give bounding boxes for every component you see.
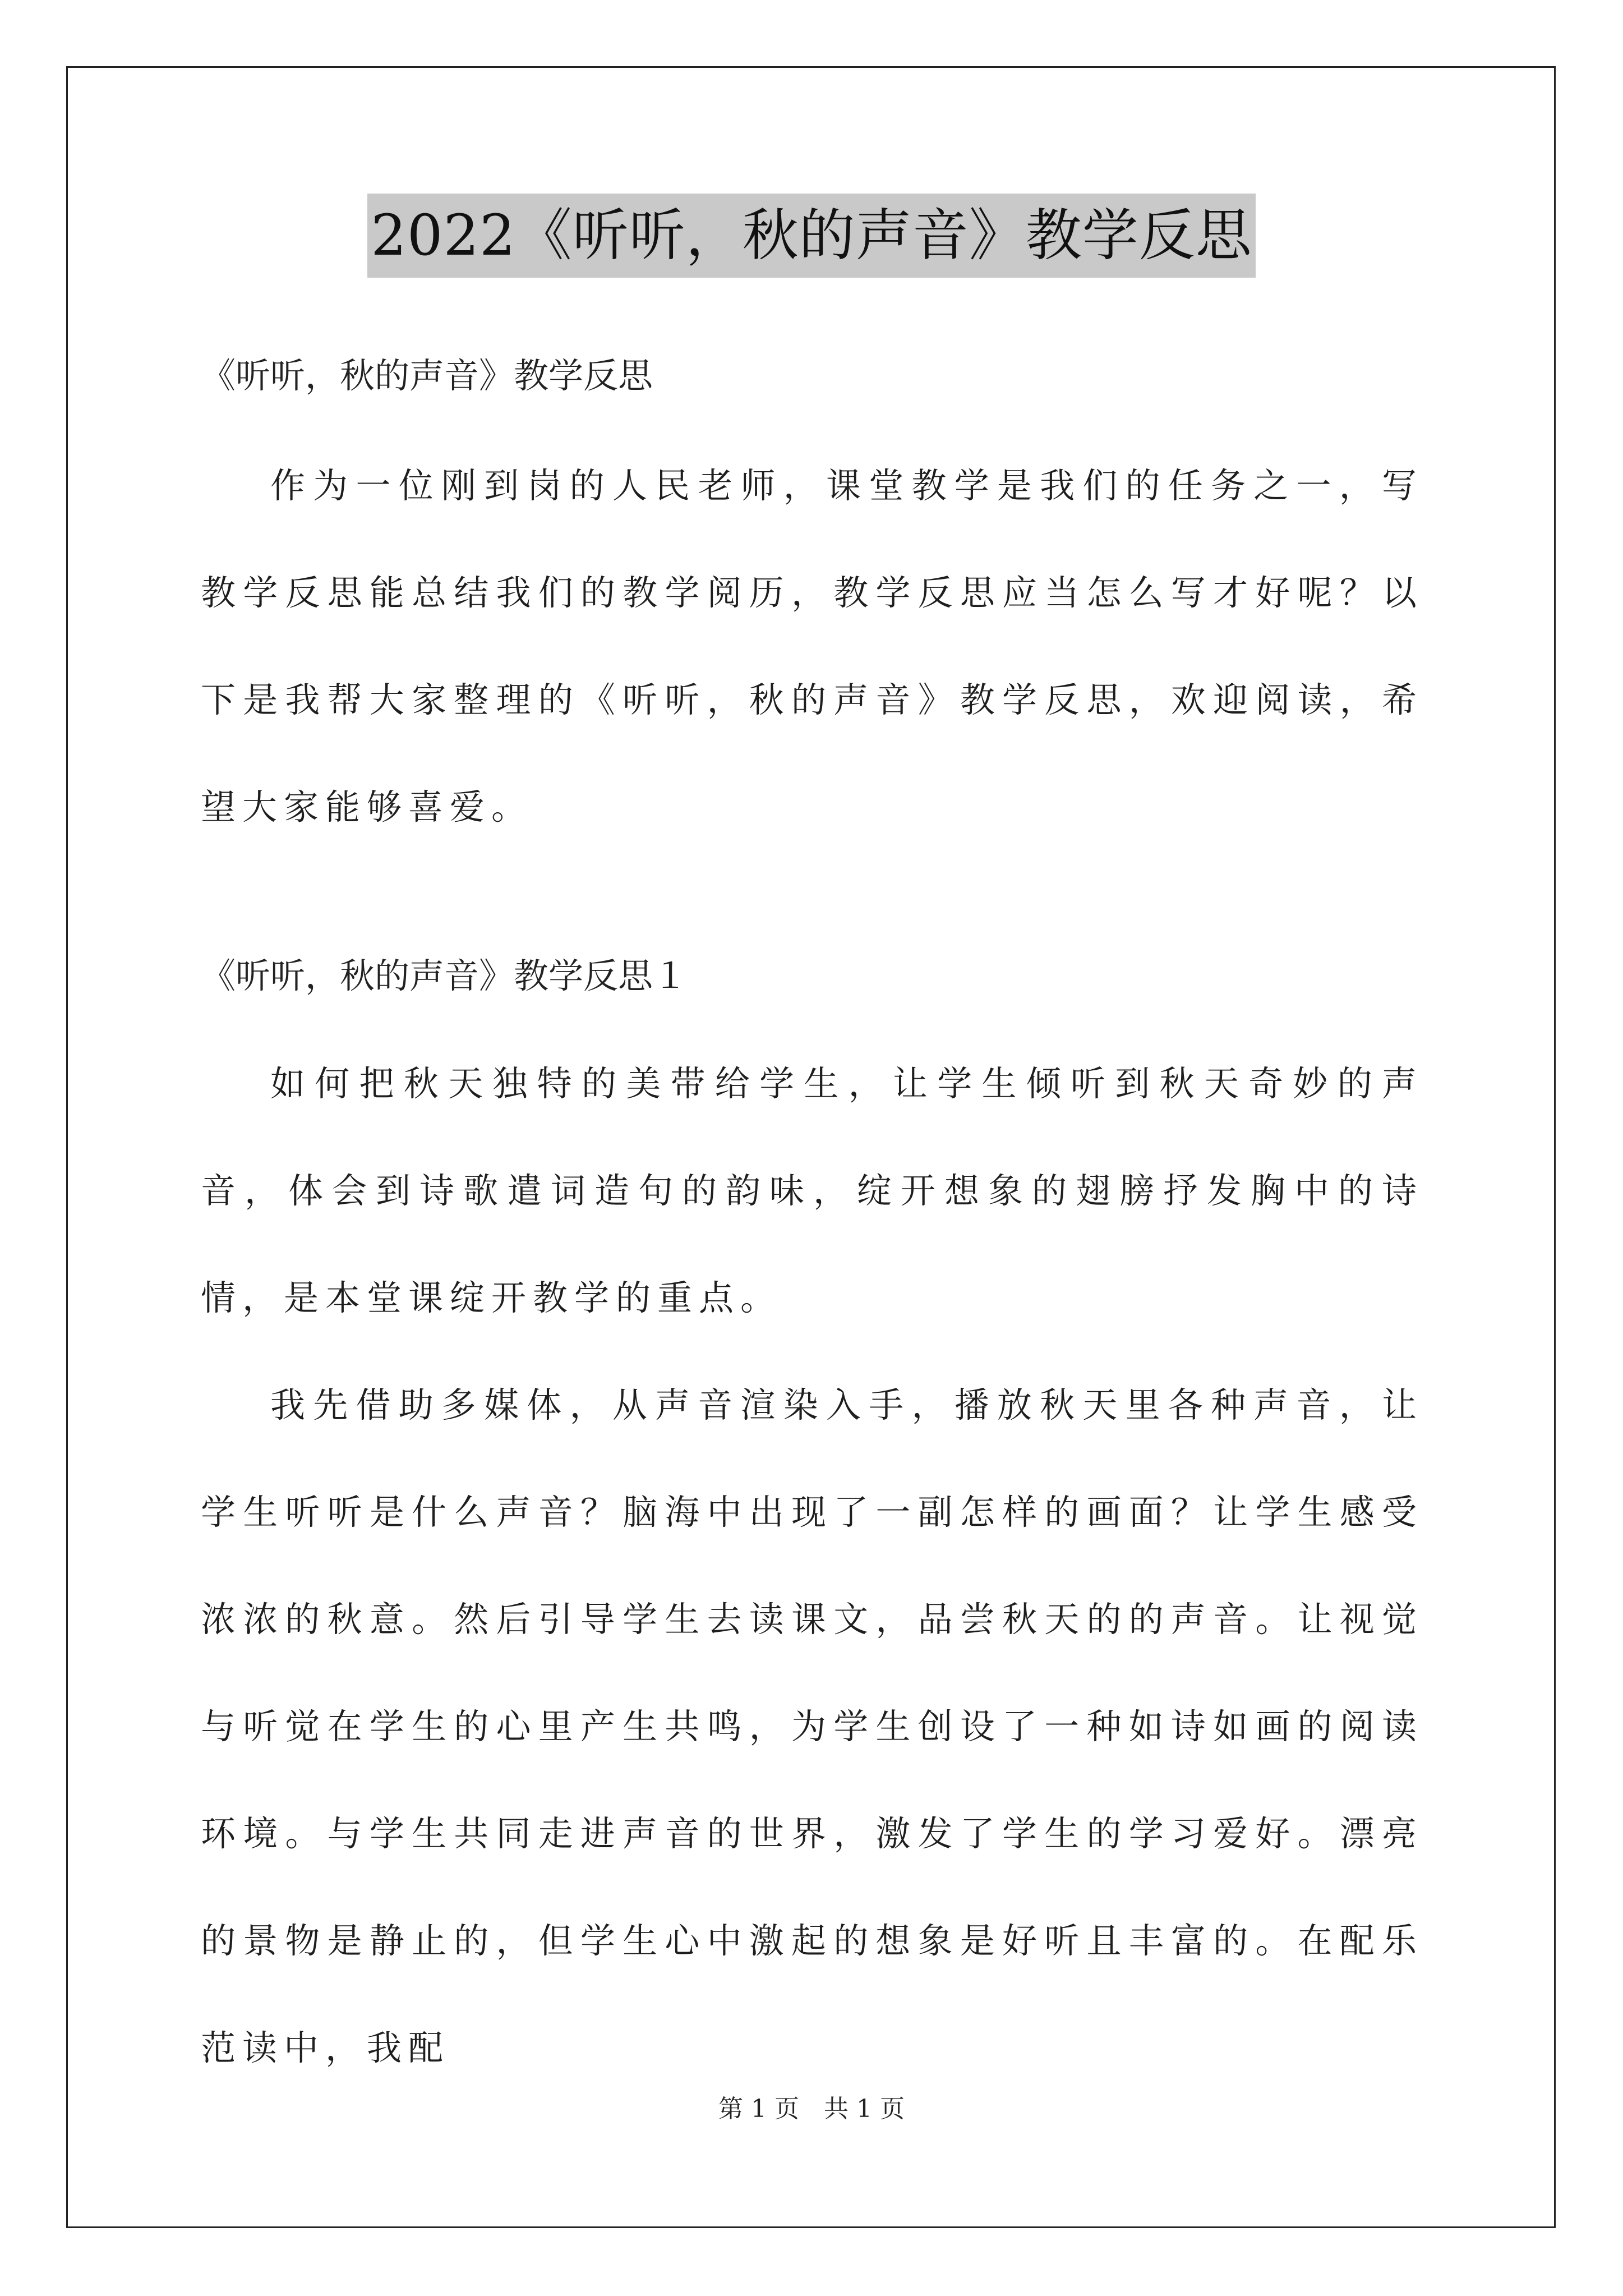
body-paragraph-2: 我先借助多媒体，从声音渲染入手，播放秋天里各种声音，让学生听听是什么声音？脑海中出现了一副怎样的画面？让学生感受浓浓的秋意。然后引导学生去读课文，品尝秋天的的声音。让视觉与听觉在学生的心里产生共鸣，为学生创设了一种如诗如画的阅读环境。与学生共同走进声音的世界，激发了学生的学习爱好。漂亮的景物是静止的，但学生心中激起的想象是好听且丰富的。在配乐范读中，我配 [201, 1384, 1423, 2068]
body-paragraph-1: 如何把秋天独特的美带给学生，让学生倾听到秋天奇妙的声音，体会到诗歌遣词造句的韵味，绽开想象的翅膀抒发胸中的诗情，是本堂课绽开教学的重点。 [201, 1063, 1423, 1318]
document-subtitle: 《听听，秋的声音》教学反思 [201, 355, 653, 396]
title-container [0, 194, 1623, 278]
section-heading: 《听听，秋的声音》教学反思１ [201, 955, 688, 996]
document-title: 2022《听听，秋的声音》教学反思 [367, 194, 1256, 278]
page-footer: 第 1 页 共 1 页 [718, 2095, 905, 2123]
intro-paragraph: 作为一位刚到岗的人民老师，课堂教学是我们的任务之一，写教学反思能总结我们的教学阅历，教学反思应当怎么写才好呢？以下是我帮大家整理的《听听，秋的声音》教学反思，欢迎阅读，希望大家能够喜爱。 [201, 465, 1423, 827]
